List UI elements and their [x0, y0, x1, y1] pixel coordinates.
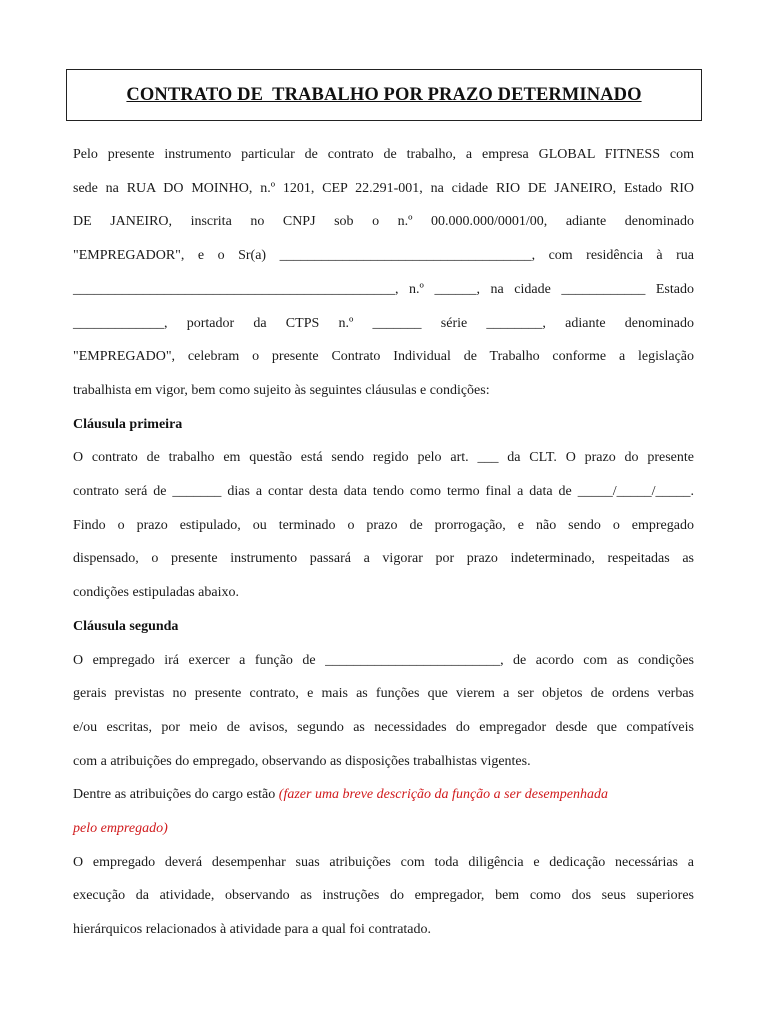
diligence-line-3: hierárquicos relacionados à atividade para a qual foi contratado.: [73, 922, 432, 938]
clause-2-heading: Cláusula segunda: [73, 618, 179, 634]
intro-line-6: _____________, portador da CTPS n.º _______ série ________, adiante denominado: [73, 315, 694, 331]
intro-line-1: Pelo presente instrumento particular de contrato de trabalho, a empresa GLOBAL FITNESS com: [73, 147, 694, 162]
clause-1-line-5: condições estipuladas abaixo.: [73, 585, 240, 601]
clause-1-paragraph: [73, 441, 694, 610]
document-body: [73, 138, 694, 947]
intro-line-2: sede na RUA DO MOINHO, n.º 1201, CEP 22.291-001, na cidade RIO DE JANEIRO, Estado RIO: [73, 180, 694, 196]
duties-instruction-note-end: pelo empregado): [73, 821, 168, 837]
document-title: CONTRATO DE TRABALHO POR PRAZO DETERMINADO: [126, 84, 642, 105]
clause-2-line-3: e/ou escritas, por meio de avisos, segundo as necessidades do empregador desde que compatíveis: [73, 719, 694, 735]
intro-line-3: DE JANEIRO, inscrita no CNPJ sob o n.º 00.000.000/0001/00, adiante denominado: [73, 214, 694, 230]
clause-1-line-4: dispensado, o presente instrumento passará a vigorar por prazo indeterminado, respeitadas as: [73, 551, 694, 567]
duties-prefix: Dentre as atribuições do cargo estão: [73, 787, 279, 803]
duties-line-1: [73, 778, 694, 812]
duties-instruction-note: (fazer uma breve descrição da função a ser desempenhada: [278, 787, 608, 803]
clause-1-line-2: contrato será de _______ dias a contar desta data tendo como termo final a data de _____/_____/_____.: [73, 484, 694, 500]
duties-paragraph: [73, 778, 694, 845]
clause-2-line-1: O empregado irá exercer a função de _________________________, de acordo com as condições: [73, 652, 694, 668]
diligence-paragraph: [73, 846, 694, 947]
clause-2-line-4: com a atribuições do empregado, observando as disposições trabalhistas vigentes.: [73, 753, 531, 769]
intro-line-8: trabalhista em vigor, bem como sujeito às seguintes cláusulas e condições:: [73, 382, 490, 398]
intro-line-7: "EMPREGADO", celebram o presente Contrato Individual de Trabalho conforme a legislação: [73, 349, 694, 365]
intro-line-4: "EMPREGADOR", e o Sr(a) ____________________________________, com residência à rua: [73, 248, 694, 264]
clause-1-line-3: Findo o prazo estipulado, ou terminado o prazo de prorrogação, e não sendo o empregado: [73, 517, 694, 533]
clause-1-heading: Cláusula primeira: [73, 416, 183, 432]
title-box: [66, 69, 702, 121]
clause-2-line-2: gerais previstas no presente contrato, e mais as funções que vierem a ser objetos de ordens verbas: [73, 686, 694, 702]
diligence-line-1: O empregado deverá desempenhar suas atribuições com toda diligência e dedicação necessárias a: [73, 854, 694, 870]
intro-paragraph: [73, 138, 694, 408]
diligence-line-2: execução da atividade, observando as instruções do empregador, bem como dos seus superiores: [73, 888, 694, 904]
clause-1-line-1: O contrato de trabalho em questão está sendo regido pelo art. ___ da CLT. O prazo do presente: [73, 450, 694, 466]
intro-line-5: ______________________________________________, n.º ______, na cidade ____________ Estado: [73, 281, 694, 297]
clause-2-paragraph: [73, 644, 694, 779]
